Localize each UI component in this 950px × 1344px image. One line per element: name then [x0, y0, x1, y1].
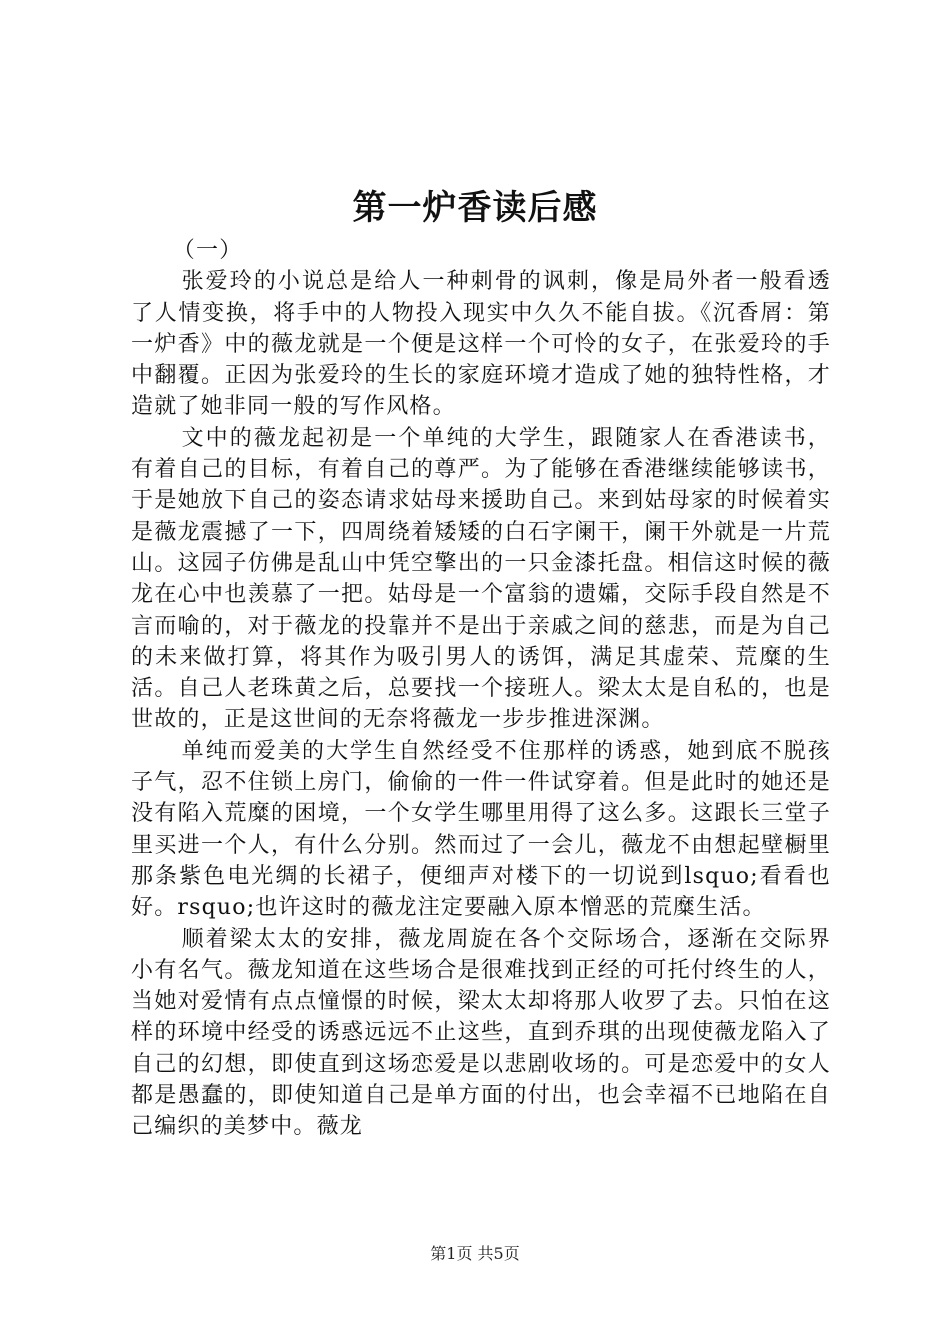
document-body — [131, 235, 831, 1143]
section-heading: （一） — [172, 238, 243, 263]
document-title: 第一炉香读后感 — [352, 188, 598, 228]
paragraph-1: 张爱玲的小说总是给人一种刺骨的讽刺，像是局外者一般看透了人情变换，将手中的人物投入现实中久久不能自拔。《沉香屑：第一炉香》中的薇龙就是一个便是这样一个可怜的女子，在张爱玲的手中翻覆。正因为张爱玲的生长的家庭环境才造成了她的独特性格，才造就了她非同一般的写作风格。 — [131, 269, 831, 420]
paragraph-2: 文中的薇龙起初是一个单纯的大学生，跟随家人在香港读书，有着自己的目标，有着自己的尊严。为了能够在香港继续能够读书，于是她放下自己的姿态请求姑母来援助自己。来到姑母家的时候着实是薇龙震撼了一下，四周绕着矮矮的白石字阑干，阑干外就是一片荒山。这园子仿佛是乱山中凭空擎出的一只金漆托盘。相信这时候的薇龙在心中也羡慕了一把。姑母是一个富翁的遗孀，交际手段自然是不言而喻的，对于薇龙的投靠并不是出于亲戚之间的慈悲，而是为自己的未来做打算，将其作为吸引男人的诱饵，满足其虚荣、荒糜的生活。自己人老珠黄之后，总要找一个接班人。梁太太是自私的，也是世故的，正是这世间的无奈将薇龙一步步推进深渊。 — [131, 425, 831, 733]
paragraph-3: 单纯而爱美的大学生自然经受不住那样的诱惑，她到底不脱孩子气，忍不住锁上房门，偷偷的一件一件试穿着。但是此时的她还是没有陷入荒糜的困境，一个女学生哪里用得了这么多。这跟长三堂子里买进一个人，有什么分别。然而过了一会儿，薇龙不由想起壁橱里那条紫色电光绸的长裙子，便细声对楼下的一切说到lsquo;看看也好。rsquo;也许这时的薇龙注定要融入原本憎恶的荒糜生活。 — [131, 738, 831, 921]
paragraph-4: 顺着梁太太的安排，薇龙周旋在各个交际场合，逐渐在交际界小有名气。薇龙知道在这些场合是很难找到正经的可托付终生的人，当她对爱情有点点憧憬的时候，梁太太却将那人收罗了去。只怕在这样的环境中经受的诱惑远远不止这些，直到乔琪的出现使薇龙陷入了自己的幻想，即使直到这场恋爱是以悲剧收场的。可是恋爱中的女人都是愚蠢的，即使知道自己是单方面的付出，也会幸福不已地陷在自己编织的美梦中。薇龙 — [131, 926, 831, 1140]
page-footer: 第1页 共5页 — [430, 1244, 520, 1263]
